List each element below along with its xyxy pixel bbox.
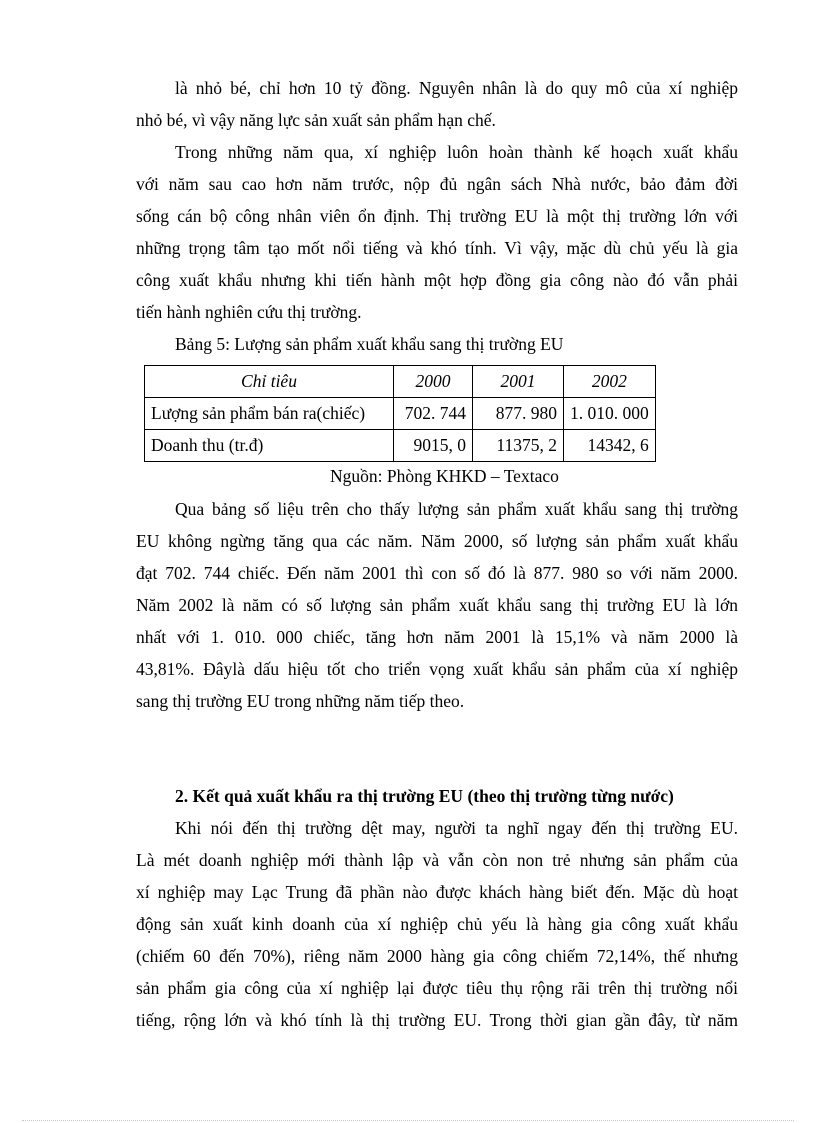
paragraph-line: động sản xuất kinh doanh của xí nghiệp chủ yếu là hàng gia công xuất khẩu: [136, 914, 738, 934]
table-header-cell: Chỉ tiêu: [145, 366, 394, 398]
table-cell: 14342, 6: [564, 430, 656, 462]
table-cell: Doanh thu (tr.đ): [145, 430, 394, 462]
paragraph-line: sang thị trường EU trong những năm tiếp theo.: [136, 691, 465, 711]
paragraph-line: EU không ngừng tăng qua các năm. Năm 2000, số lượng sản phẩm xuất khẩu: [136, 531, 738, 551]
table-cell: 11375, 2: [473, 430, 564, 462]
paragraph-line: đạt 702. 744 chiếc. Đến năm 2001 thì con số đó là 877. 980 so với năm 2000.: [136, 563, 738, 583]
section-heading: 2. Kết quả xuất khẩu ra thị trường EU (theo thị trường từng nước): [175, 786, 674, 806]
paragraph-line: Qua bảng số liệu trên cho thấy lượng sản phẩm xuất khẩu sang thị trường: [175, 499, 738, 519]
table-row: [145, 430, 656, 462]
paragraph-line: Năm 2002 là năm có số lượng sản phẩm xuất khẩu sang thị trường EU là lớn: [136, 595, 738, 615]
paragraph-line: (chiếm 60 đến 70%), riêng năm 2000 hàng gia công chiếm 72,14%, thế nhưng: [136, 946, 738, 966]
export-table: [144, 365, 656, 462]
table-caption: Bảng 5: Lượng sản phẩm xuất khẩu sang thị trường EU: [175, 334, 564, 354]
paragraph-line: xí nghiệp may Lạc Trung đã phần nào được khách hàng biết đến. Mặc dù hoạt: [136, 882, 738, 902]
paragraph-line: tiến hành nghiên cứu thị trường.: [136, 302, 362, 322]
paragraph-line: sống cán bộ công nhân viên ổn định. Thị trường EU là một thị trường lớn với: [136, 206, 738, 226]
paragraph-line: những trọng tâm tạo mốt nổi tiếng và khó tính. Vì vậy, mặc dù chủ yếu là gia: [136, 238, 738, 258]
table-cell: 1. 010. 000: [564, 398, 656, 430]
table-cell: Lượng sản phẩm bán ra(chiếc): [145, 398, 394, 430]
paragraph-line: nhỏ bé, vì vậy năng lực sản xuất sản phẩm hạn chế.: [136, 110, 496, 130]
table-source: Nguồn: Phòng KHKD – Textaco: [330, 466, 559, 486]
table-header-cell: 2000: [394, 366, 473, 398]
paragraph-line: 43,81%. Đâylà dấu hiệu tốt cho triển vọng xuất khẩu sản phẩm của xí nghiệp: [136, 659, 738, 679]
table-header-cell: 2002: [564, 366, 656, 398]
paragraph-line: công xuất khẩu nhưng khi tiến hành một hợp đồng gia công nào đó vẫn phải: [136, 270, 738, 290]
paragraph-line: với năm sau cao hơn năm trước, nộp đủ ngân sách Nhà nước, bảo đảm đời: [136, 174, 738, 194]
paragraph-line: Là mét doanh nghiệp mới thành lập và vẫn còn non trẻ nhưng sản phẩm của: [136, 850, 738, 870]
paragraph-line: tiếng, rộng lớn và khó tính là thị trường EU. Trong thời gian gần đây, từ năm: [136, 1010, 738, 1030]
table-cell: 702. 744: [394, 398, 473, 430]
paragraph-line: nhất với 1. 010. 000 chiếc, tăng hơn năm 2001 là 15,1% và năm 2000 là: [136, 627, 738, 647]
paragraph-line: Trong những năm qua, xí nghiệp luôn hoàn thành kế hoạch xuất khẩu: [175, 142, 738, 162]
paragraph-line: sản phẩm gia công của xí nghiệp lại được tiêu thụ rộng rãi trên thị trường nổi: [136, 978, 738, 998]
table-cell: 877. 980: [473, 398, 564, 430]
table-header-row: [145, 366, 656, 398]
paragraph-line: là nhỏ bé, chỉ hơn 10 tỷ đồng. Nguyên nhân là do quy mô của xí nghiệp: [175, 78, 738, 98]
table-row: [145, 398, 656, 430]
table-header-cell: 2001: [473, 366, 564, 398]
table-cell: 9015, 0: [394, 430, 473, 462]
footer-divider: [22, 1120, 794, 1121]
paragraph-line: Khi nói đến thị trường dệt may, người ta nghĩ ngay đến thị trường EU.: [175, 818, 738, 838]
